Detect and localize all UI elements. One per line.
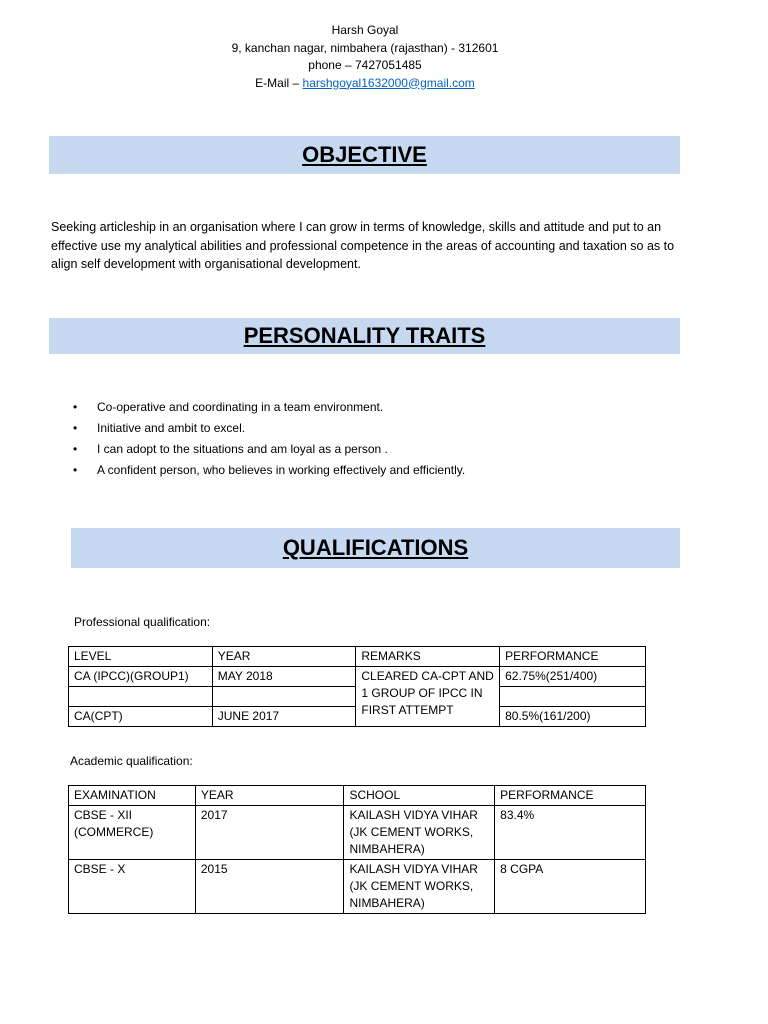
list-item: [73, 398, 465, 419]
academic-table: [68, 785, 646, 914]
table-cell: KAILASH VIDYA VIHAR (JK CEMENT WORKS, NIMBAHERA): [344, 806, 495, 860]
applicant-name: Harsh Goyal: [331, 23, 399, 37]
table-cell: CBSE - X: [69, 860, 196, 914]
professional-table: [68, 646, 646, 727]
phone-line: phone – 7427051485: [308, 58, 422, 72]
contact-header: [0, 22, 730, 92]
table-cell: 2017: [195, 806, 344, 860]
email-line: [0, 75, 730, 93]
header-cell: YEAR: [195, 786, 344, 806]
traits-heading: PERSONALITY TRAITS: [243, 323, 486, 348]
list-item: [73, 461, 465, 482]
table-cell: 2015: [195, 860, 344, 914]
table-cell: [500, 687, 646, 707]
table-cell: [212, 687, 356, 707]
qualifications-heading: QUALIFICATIONS: [282, 535, 469, 560]
academic-label: Academic qualification:: [70, 754, 193, 768]
trait-text: Co-operative and coordinating in a team environment.: [97, 400, 384, 414]
table-cell: [69, 687, 213, 707]
trait-text: I can adopt to the situations and am loyal as a person .: [97, 442, 388, 456]
bullet-icon: •: [73, 400, 78, 414]
table-cell: MAY 2018: [212, 667, 356, 687]
trait-text: Initiative and ambit to excel.: [97, 421, 246, 435]
table-cell: 8 CGPA: [495, 860, 646, 914]
header-cell: PERFORMANCE: [500, 647, 646, 667]
address-line: 9, kanchan nagar, nimbahera (rajasthan) - 312601: [231, 40, 499, 55]
email-label: E-Mail –: [255, 75, 303, 90]
table-cell: CA (IPCC)(GROUP1): [69, 667, 213, 687]
table-cell: JUNE 2017: [212, 707, 356, 727]
email-link[interactable]: harshgoyal1632000@gmail.com: [302, 75, 475, 90]
professional-label: Professional qualification:: [74, 615, 211, 629]
table-row: [69, 860, 646, 914]
traits-heading-band: [49, 318, 680, 354]
table-cell: 80.5%(161/200): [500, 707, 646, 727]
trait-text: A confident person, who believes in working effectively and efficiently.: [97, 463, 466, 477]
header-cell: REMARKS: [356, 647, 500, 667]
traits-list: [73, 398, 465, 482]
table-cell: CBSE - XII (COMMERCE): [69, 806, 196, 860]
remarks-cell: CLEARED CA-CPT AND 1 GROUP OF IPCC IN FIRST ATTEMPT: [356, 667, 500, 727]
table-cell: CA(CPT): [69, 707, 213, 727]
list-item: [73, 440, 465, 461]
bullet-icon: •: [73, 442, 78, 456]
table-cell: 62.75%(251/400): [500, 667, 646, 687]
bullet-icon: •: [73, 421, 78, 435]
qualifications-heading-band: [71, 528, 680, 568]
table-cell: KAILASH VIDYA VIHAR (JK CEMENT WORKS, NIMBAHERA): [344, 860, 495, 914]
table-cell: 83.4%: [495, 806, 646, 860]
list-item: [73, 419, 465, 440]
objective-heading-band: [49, 136, 680, 174]
table-row: [69, 667, 646, 687]
header-cell: EXAMINATION: [69, 786, 196, 806]
objective-text: Seeking articleship in an organisation where I can grow in terms of knowledge, skills and attitude and put to an effective use my analytical abilities and professional competence in the areas of accounting and taxation so as to align self development with organisational development.: [51, 220, 675, 271]
header-cell: PERFORMANCE: [495, 786, 646, 806]
table-header-row: [69, 647, 646, 667]
header-cell: SCHOOL: [344, 786, 495, 806]
objective-heading: OBJECTIVE: [302, 142, 427, 167]
bullet-icon: •: [73, 463, 78, 477]
header-cell: YEAR: [212, 647, 356, 667]
header-cell: LEVEL: [69, 647, 213, 667]
table-row: [69, 806, 646, 860]
table-header-row: [69, 786, 646, 806]
